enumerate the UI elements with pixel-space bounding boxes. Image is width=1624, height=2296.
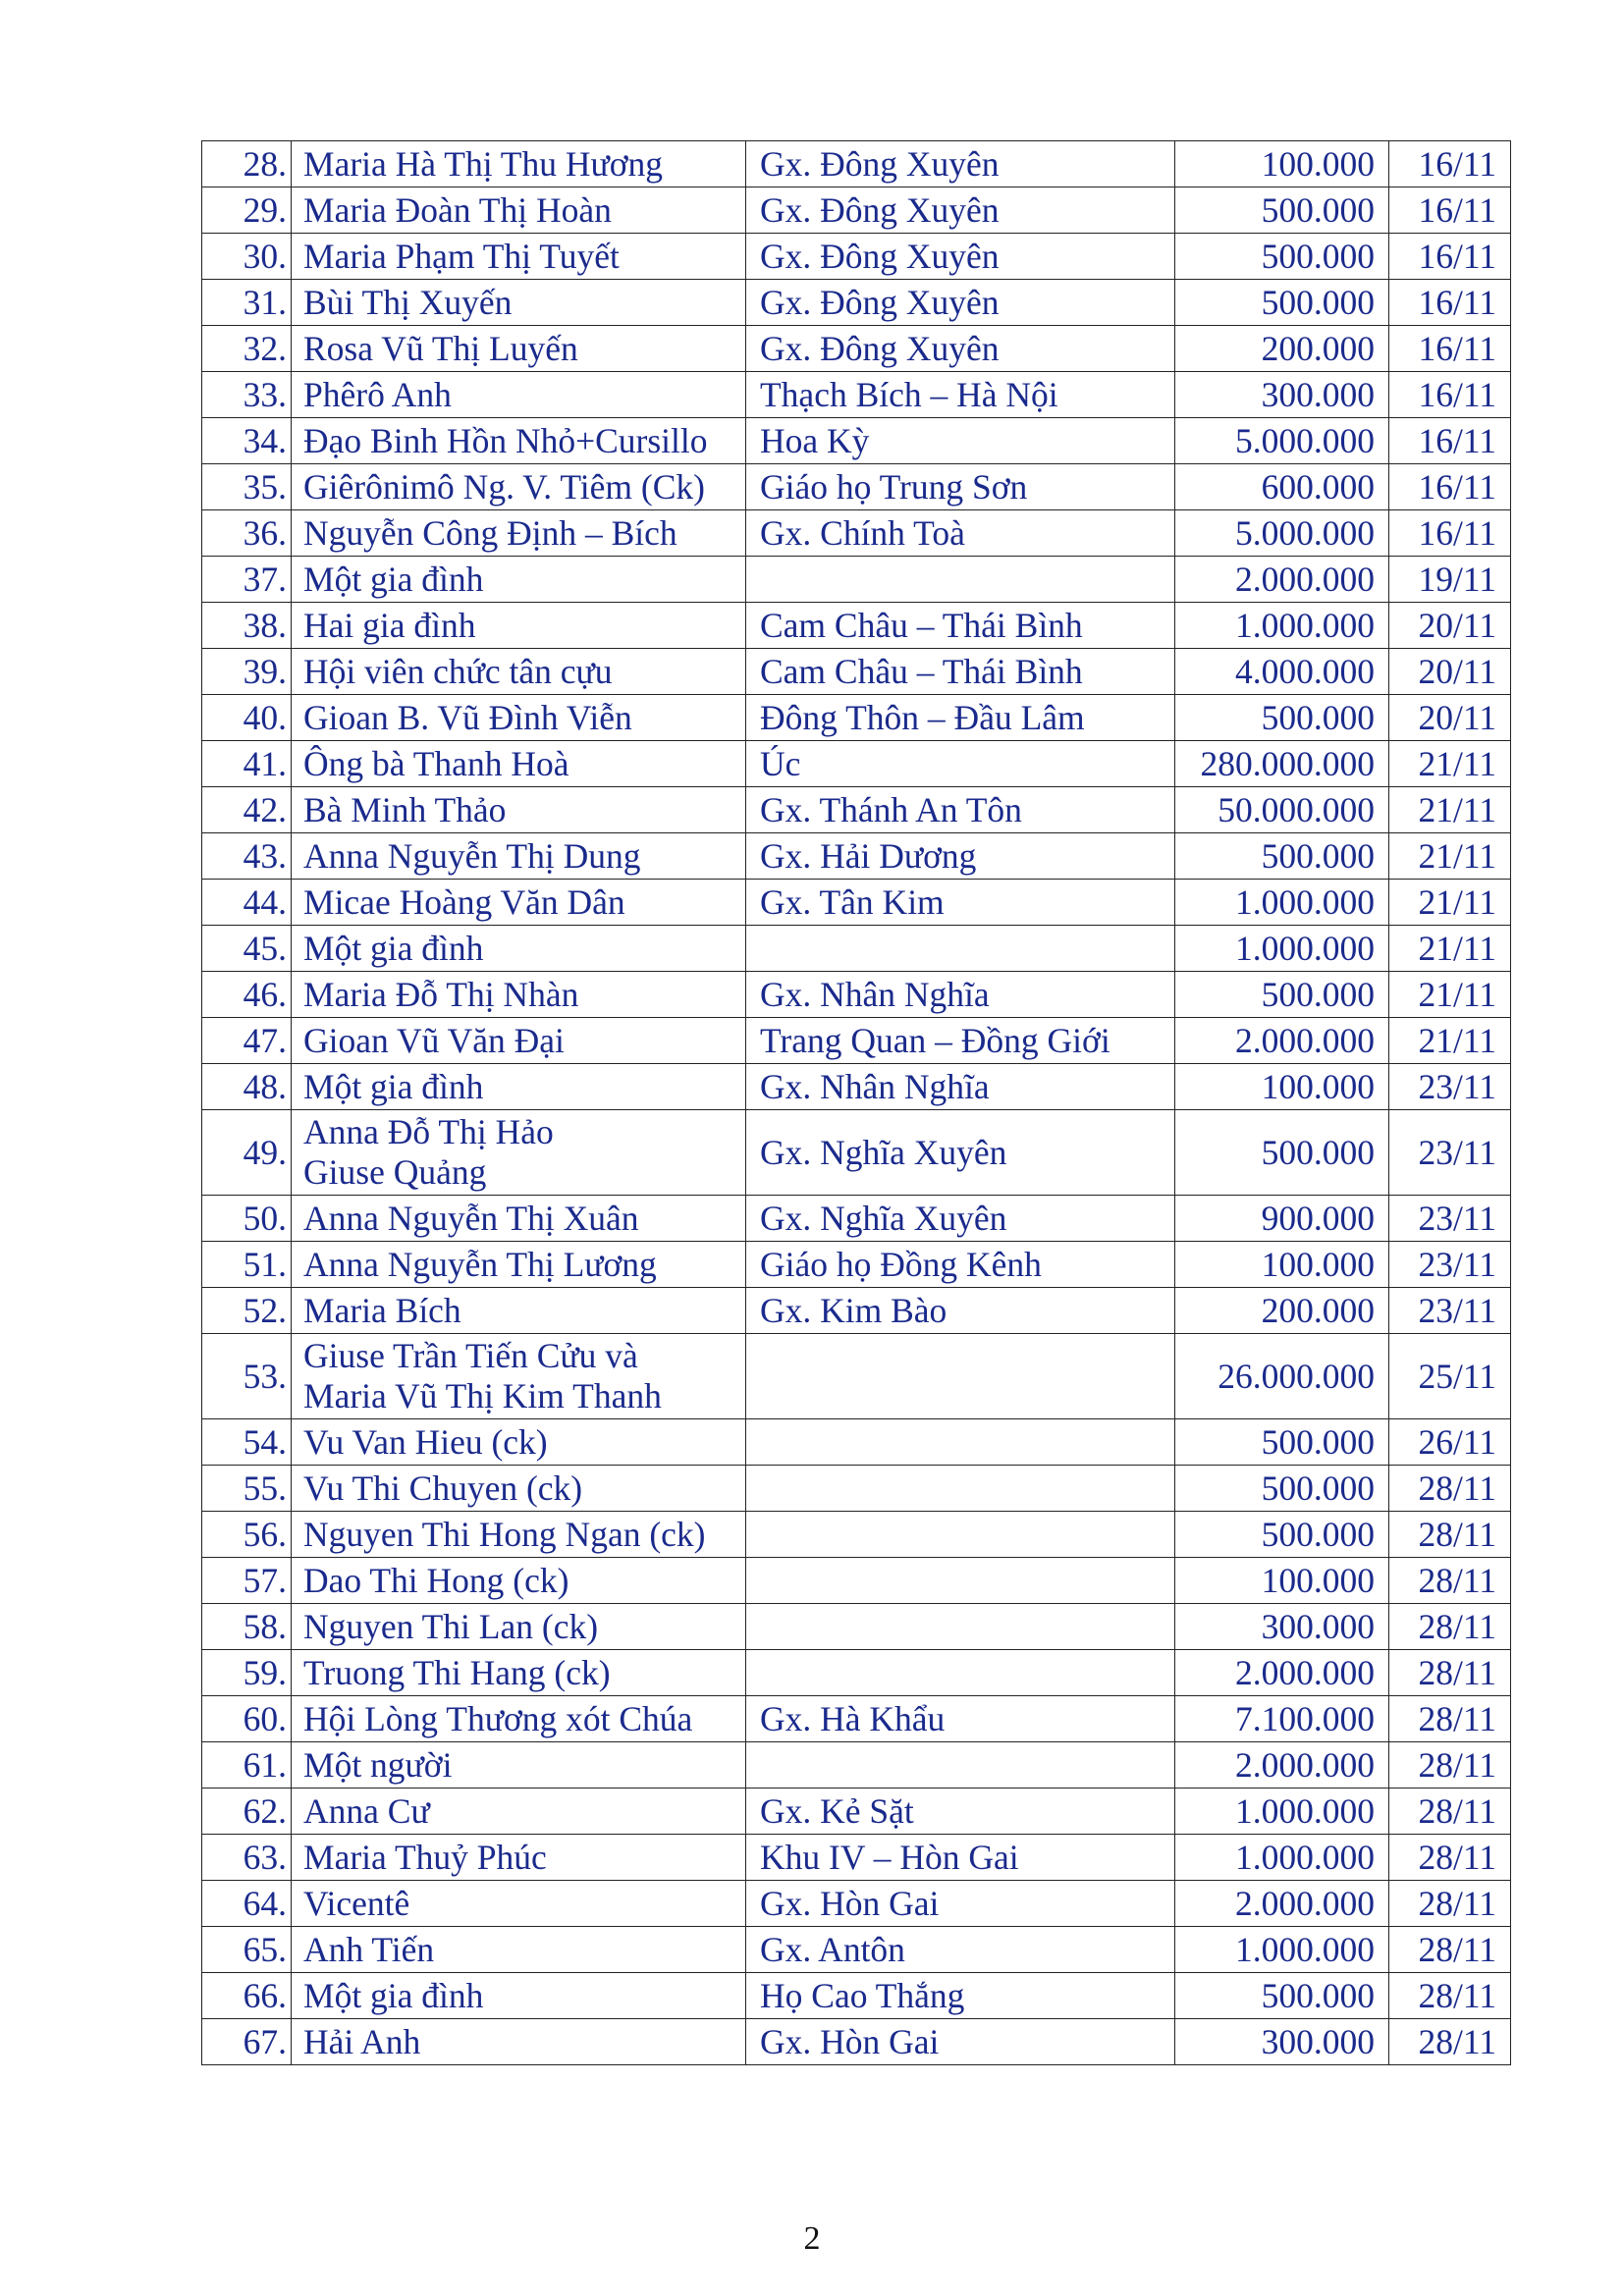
donation-amount: 280.000.000 (1175, 741, 1389, 787)
donor-location: Khu IV – Hòn Gai (746, 1835, 1175, 1881)
table-row (202, 372, 1511, 418)
donation-amount: 500.000 (1175, 1973, 1389, 2019)
row-number: 50. (202, 1196, 292, 1242)
donor-name: Ông bà Thanh Hoà (292, 741, 746, 787)
table-row (202, 1064, 1511, 1110)
donation-amount: 500.000 (1175, 833, 1389, 880)
donation-amount: 2.000.000 (1175, 1018, 1389, 1064)
donor-location: Gx. Đông Xuyên (746, 280, 1175, 326)
donor-name: Maria Đỗ Thị Nhàn (292, 972, 746, 1018)
table-row (202, 141, 1511, 187)
table-row (202, 1789, 1511, 1835)
row-number: 41. (202, 741, 292, 787)
donor-location (746, 1466, 1175, 1512)
donation-date: 28/11 (1389, 1835, 1511, 1881)
donor-location: Họ Cao Thắng (746, 1973, 1175, 2019)
donor-name: Phêrô Anh (292, 372, 746, 418)
donation-date: 28/11 (1389, 1927, 1511, 1973)
table-row (202, 280, 1511, 326)
donor-location: Gx. Antôn (746, 1927, 1175, 1973)
donor-name: Maria Thuỷ Phúc (292, 1835, 746, 1881)
donation-amount: 500.000 (1175, 1512, 1389, 1558)
donor-name: Anna Nguyễn Thị Lương (292, 1242, 746, 1288)
table-row (202, 326, 1511, 372)
donor-location: Gx. Tân Kim (746, 880, 1175, 926)
donation-amount: 4.000.000 (1175, 649, 1389, 695)
table-row (202, 695, 1511, 741)
donation-date: 16/11 (1389, 141, 1511, 187)
table-row (202, 1973, 1511, 2019)
donation-amount: 500.000 (1175, 1466, 1389, 1512)
table-row (202, 880, 1511, 926)
donor-location: Gx. Đông Xuyên (746, 234, 1175, 280)
donation-amount: 500.000 (1175, 187, 1389, 234)
donation-amount: 100.000 (1175, 1064, 1389, 1110)
donor-name: Đạo Binh Hồn Nhỏ+Cursillo (292, 418, 746, 464)
table-row (202, 1196, 1511, 1242)
row-number: 60. (202, 1696, 292, 1742)
donation-date: 21/11 (1389, 926, 1511, 972)
donor-name: Vu Van Hieu (ck) (292, 1419, 746, 1466)
row-number: 61. (202, 1742, 292, 1789)
table-row (202, 649, 1511, 695)
donation-amount: 1.000.000 (1175, 1927, 1389, 1973)
donor-name: Một gia đình (292, 1973, 746, 2019)
donor-name: Maria Hà Thị Thu Hương (292, 141, 746, 187)
donation-amount: 500.000 (1175, 1419, 1389, 1466)
donation-date: 28/11 (1389, 2019, 1511, 2065)
donation-date: 28/11 (1389, 1789, 1511, 1835)
row-number: 63. (202, 1835, 292, 1881)
donation-date: 23/11 (1389, 1196, 1511, 1242)
table-row (202, 1466, 1511, 1512)
donor-name: Một gia đình (292, 926, 746, 972)
donor-name: Anh Tiến (292, 1927, 746, 1973)
donor-location: Đông Thôn – Đầu Lâm (746, 695, 1175, 741)
donation-date: 16/11 (1389, 326, 1511, 372)
row-number: 42. (202, 787, 292, 833)
donor-location (746, 1419, 1175, 1466)
donation-amount: 50.000.000 (1175, 787, 1389, 833)
row-number: 31. (202, 280, 292, 326)
donor-location (746, 926, 1175, 972)
donation-amount: 300.000 (1175, 1604, 1389, 1650)
donation-date: 26/11 (1389, 1419, 1511, 1466)
row-number: 51. (202, 1242, 292, 1288)
donor-name: Maria Bích (292, 1288, 746, 1334)
donor-name: Anna Đỗ Thị Hảo Giuse Quảng (292, 1110, 746, 1196)
donation-date: 28/11 (1389, 1558, 1511, 1604)
table-row (202, 418, 1511, 464)
donor-name: Hội Lòng Thương xót Chúa (292, 1696, 746, 1742)
row-number: 35. (202, 464, 292, 510)
donation-date: 16/11 (1389, 418, 1511, 464)
row-number: 58. (202, 1604, 292, 1650)
donation-date: 21/11 (1389, 741, 1511, 787)
donation-amount: 2.000.000 (1175, 1742, 1389, 1789)
table-row (202, 1018, 1511, 1064)
donor-name: Nguyen Thi Lan (ck) (292, 1604, 746, 1650)
row-number: 39. (202, 649, 292, 695)
donation-date: 21/11 (1389, 880, 1511, 926)
donor-location (746, 1742, 1175, 1789)
donor-location: Úc (746, 741, 1175, 787)
donor-location: Gx. Hà Khẩu (746, 1696, 1175, 1742)
donor-name: Nguyen Thi Hong Ngan (ck) (292, 1512, 746, 1558)
donation-date: 19/11 (1389, 557, 1511, 603)
table-row (202, 2019, 1511, 2065)
table-row (202, 1512, 1511, 1558)
donation-amount: 2.000.000 (1175, 1650, 1389, 1696)
donor-location: Gx. Thánh An Tôn (746, 787, 1175, 833)
donation-amount: 600.000 (1175, 464, 1389, 510)
table-row (202, 1419, 1511, 1466)
row-number: 44. (202, 880, 292, 926)
row-number: 47. (202, 1018, 292, 1064)
table-row (202, 1558, 1511, 1604)
donation-date: 16/11 (1389, 234, 1511, 280)
donation-date: 28/11 (1389, 1881, 1511, 1927)
donation-amount: 300.000 (1175, 372, 1389, 418)
table-row (202, 926, 1511, 972)
donation-amount: 100.000 (1175, 1242, 1389, 1288)
donation-date: 28/11 (1389, 1512, 1511, 1558)
donor-name: Hội viên chức tân cựu (292, 649, 746, 695)
donation-date: 21/11 (1389, 787, 1511, 833)
donation-amount: 1.000.000 (1175, 1835, 1389, 1881)
row-number: 52. (202, 1288, 292, 1334)
donation-date: 21/11 (1389, 833, 1511, 880)
donation-amount: 1.000.000 (1175, 1789, 1389, 1835)
donation-date: 16/11 (1389, 372, 1511, 418)
donor-name: Anna Nguyễn Thị Dung (292, 833, 746, 880)
donor-name: Vu Thi Chuyen (ck) (292, 1466, 746, 1512)
donation-date: 20/11 (1389, 695, 1511, 741)
table-row (202, 557, 1511, 603)
donor-location: Gx. Đông Xuyên (746, 141, 1175, 187)
row-number: 56. (202, 1512, 292, 1558)
row-number: 45. (202, 926, 292, 972)
donor-location: Giáo họ Đồng Kênh (746, 1242, 1175, 1288)
donor-location: Gx. Hòn Gai (746, 2019, 1175, 2065)
donation-amount: 1.000.000 (1175, 880, 1389, 926)
row-number: 29. (202, 187, 292, 234)
row-number: 37. (202, 557, 292, 603)
donor-location: Gx. Nhân Nghĩa (746, 972, 1175, 1018)
donor-name: Vicentê (292, 1881, 746, 1927)
donation-amount: 5.000.000 (1175, 418, 1389, 464)
table-row (202, 1288, 1511, 1334)
donation-date: 25/11 (1389, 1334, 1511, 1419)
table-row (202, 603, 1511, 649)
donation-amount: 5.000.000 (1175, 510, 1389, 557)
donor-name: Hai gia đình (292, 603, 746, 649)
table-row (202, 787, 1511, 833)
row-number: 65. (202, 1927, 292, 1973)
donor-location: Gx. Đông Xuyên (746, 187, 1175, 234)
donation-amount: 300.000 (1175, 2019, 1389, 2065)
table-row (202, 1242, 1511, 1288)
donor-location: Trang Quan – Đồng Giới (746, 1018, 1175, 1064)
donation-date: 23/11 (1389, 1064, 1511, 1110)
donation-amount: 1.000.000 (1175, 926, 1389, 972)
donation-date: 28/11 (1389, 1742, 1511, 1789)
donor-location (746, 1604, 1175, 1650)
donor-name: Bùi Thị Xuyến (292, 280, 746, 326)
donation-date: 28/11 (1389, 1466, 1511, 1512)
donor-location: Gx. Nhân Nghĩa (746, 1064, 1175, 1110)
donor-name: Giêrônimô Ng. V. Tiêm (Ck) (292, 464, 746, 510)
table-row (202, 1742, 1511, 1789)
donor-name: Gioan B. Vũ Đình Viễn (292, 695, 746, 741)
row-number: 62. (202, 1789, 292, 1835)
donation-date: 23/11 (1389, 1288, 1511, 1334)
row-number: 32. (202, 326, 292, 372)
donor-location: Thạch Bích – Hà Nội (746, 372, 1175, 418)
donor-name: Bà Minh Thảo (292, 787, 746, 833)
donation-amount: 100.000 (1175, 141, 1389, 187)
donation-amount: 500.000 (1175, 1110, 1389, 1196)
table-row (202, 234, 1511, 280)
page-number: 2 (803, 2220, 821, 2257)
row-number: 48. (202, 1064, 292, 1110)
donation-date: 23/11 (1389, 1110, 1511, 1196)
donation-date: 16/11 (1389, 280, 1511, 326)
table-row (202, 510, 1511, 557)
donor-name: Hải Anh (292, 2019, 746, 2065)
donor-name: Maria Phạm Thị Tuyết (292, 234, 746, 280)
donation-date: 20/11 (1389, 649, 1511, 695)
table-row (202, 1927, 1511, 1973)
row-number: 33. (202, 372, 292, 418)
table-row (202, 972, 1511, 1018)
row-number: 59. (202, 1650, 292, 1696)
donation-date: 21/11 (1389, 972, 1511, 1018)
donor-location: Gx. Chính Toà (746, 510, 1175, 557)
donor-location (746, 1650, 1175, 1696)
row-number: 28. (202, 141, 292, 187)
row-number: 53. (202, 1334, 292, 1419)
donation-date: 28/11 (1389, 1696, 1511, 1742)
donor-location: Cam Châu – Thái Bình (746, 649, 1175, 695)
donor-name: Truong Thi Hang (ck) (292, 1650, 746, 1696)
donor-name: Rosa Vũ Thị Luyến (292, 326, 746, 372)
donation-amount: 26.000.000 (1175, 1334, 1389, 1419)
table-row (202, 1110, 1511, 1196)
donor-name: Một người (292, 1742, 746, 1789)
donation-date: 16/11 (1389, 510, 1511, 557)
table-row (202, 1835, 1511, 1881)
donor-name: Anna Nguyễn Thị Xuân (292, 1196, 746, 1242)
donor-location: Gx. Hòn Gai (746, 1881, 1175, 1927)
donor-location (746, 557, 1175, 603)
donor-name: Anna Cư (292, 1789, 746, 1835)
donor-name: Micae Hoàng Văn Dân (292, 880, 746, 926)
donor-name: Gioan Vũ Văn Đại (292, 1018, 746, 1064)
donation-amount: 7.100.000 (1175, 1696, 1389, 1742)
donor-location: Gx. Hải Dương (746, 833, 1175, 880)
donation-date: 28/11 (1389, 1604, 1511, 1650)
donor-location: Gx. Kim Bào (746, 1288, 1175, 1334)
row-number: 43. (202, 833, 292, 880)
row-number: 30. (202, 234, 292, 280)
row-number: 36. (202, 510, 292, 557)
row-number: 67. (202, 2019, 292, 2065)
donation-amount: 200.000 (1175, 326, 1389, 372)
donor-location: Gx. Nghĩa Xuyên (746, 1110, 1175, 1196)
donor-location (746, 1512, 1175, 1558)
donation-date: 23/11 (1389, 1242, 1511, 1288)
table-row (202, 833, 1511, 880)
donation-amount: 200.000 (1175, 1288, 1389, 1334)
donation-date: 28/11 (1389, 1973, 1511, 2019)
row-number: 54. (202, 1419, 292, 1466)
table-row (202, 1650, 1511, 1696)
donation-amount: 2.000.000 (1175, 557, 1389, 603)
donation-amount: 1.000.000 (1175, 603, 1389, 649)
donation-amount: 500.000 (1175, 234, 1389, 280)
donor-location (746, 1558, 1175, 1604)
donation-amount: 500.000 (1175, 280, 1389, 326)
donation-date: 16/11 (1389, 464, 1511, 510)
donor-name: Maria Đoàn Thị Hoàn (292, 187, 746, 234)
row-number: 64. (202, 1881, 292, 1927)
donor-location: Gx. Nghĩa Xuyên (746, 1196, 1175, 1242)
donor-name: Một gia đình (292, 1064, 746, 1110)
row-number: 49. (202, 1110, 292, 1196)
row-number: 34. (202, 418, 292, 464)
donor-location (746, 1334, 1175, 1419)
donation-date: 20/11 (1389, 603, 1511, 649)
donation-date: 28/11 (1389, 1650, 1511, 1696)
donor-name: Nguyễn Công Định – Bích (292, 510, 746, 557)
table-row (202, 741, 1511, 787)
donation-amount: 900.000 (1175, 1196, 1389, 1242)
donation-amount: 100.000 (1175, 1558, 1389, 1604)
donation-amount: 500.000 (1175, 695, 1389, 741)
donor-name: Dao Thi Hong (ck) (292, 1558, 746, 1604)
row-number: 46. (202, 972, 292, 1018)
table-row (202, 1881, 1511, 1927)
donation-table-body (202, 141, 1511, 2065)
donation-amount: 2.000.000 (1175, 1881, 1389, 1927)
donation-table (201, 140, 1511, 2065)
donor-location: Gx. Kẻ Sặt (746, 1789, 1175, 1835)
donor-location: Hoa Kỳ (746, 418, 1175, 464)
row-number: 38. (202, 603, 292, 649)
donation-amount: 500.000 (1175, 972, 1389, 1018)
donation-date: 16/11 (1389, 187, 1511, 234)
table-row (202, 1696, 1511, 1742)
donor-location: Giáo họ Trung Sơn (746, 464, 1175, 510)
row-number: 40. (202, 695, 292, 741)
donor-name: Giuse Trần Tiến Cửu và Maria Vũ Thị Kim Thanh (292, 1334, 746, 1419)
donor-name: Một gia đình (292, 557, 746, 603)
row-number: 55. (202, 1466, 292, 1512)
row-number: 57. (202, 1558, 292, 1604)
table-row (202, 1604, 1511, 1650)
table-row (202, 464, 1511, 510)
donor-location: Cam Châu – Thái Bình (746, 603, 1175, 649)
table-row (202, 187, 1511, 234)
donor-location: Gx. Đông Xuyên (746, 326, 1175, 372)
donation-date: 21/11 (1389, 1018, 1511, 1064)
row-number: 66. (202, 1973, 292, 2019)
table-row (202, 1334, 1511, 1419)
